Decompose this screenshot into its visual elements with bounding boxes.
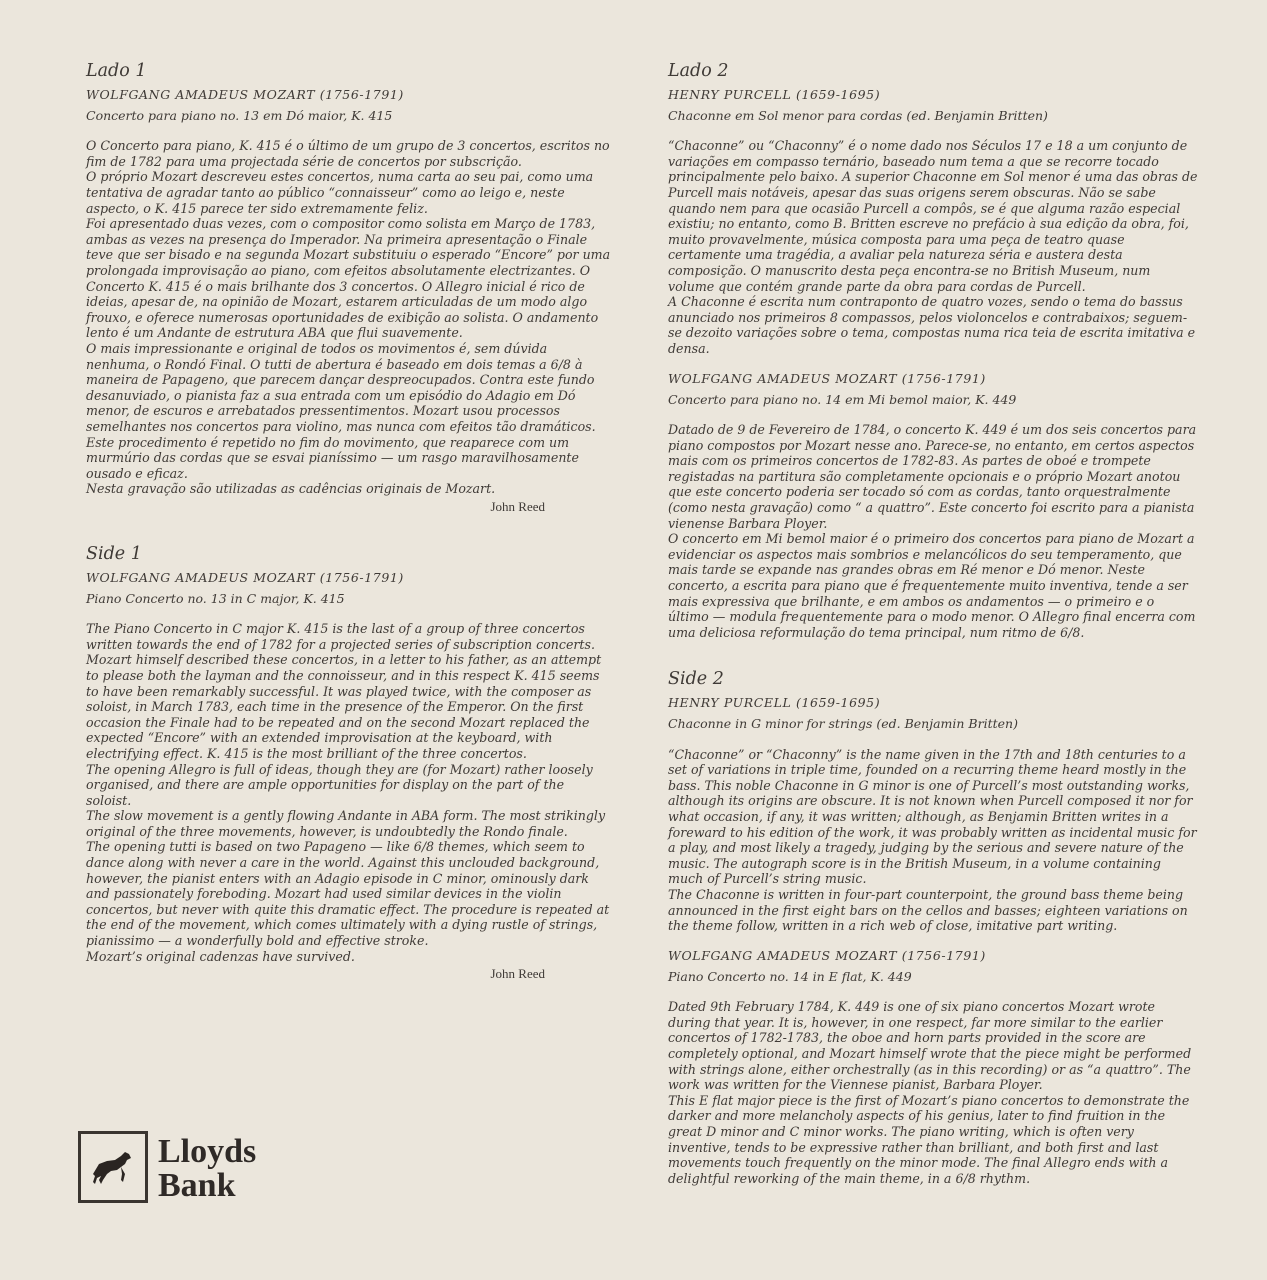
paragraph: O concerto em Mi bemol maior é o primeiro dos concertos para piano de Mozart a evidenciar os aspectos mais sombrios e melancólicos do seu temperamento, que mais tarde se expande nas grandes obras em Ré menor e Dó menor. Neste concerto, a escrita para piano que é frequentemente muito inventiva, tende a ser mais expressiva que brilhante, e em ambos os andamentos — o primeiro e o último — modula frequentemente para o modo menor. O Allegro final encerra com uma deliciosa reformulação do tema principal, num ritmo de 6/8.: [668, 531, 1196, 640]
paragraph: “Chaconne” or “Chaconny” is the name given in the 17th and 18th centuries to a set of variations in triple time, founded on a recurring theme heard mostly in the bass. This noble Chaconne in G minor is one of Purcell’s most outstanding works, although its origins are obscure. It is not known when Purcell composed it nor for what occasion, if any, it was written; although, as Benjamin Britten writes in a foreward to his edition of the work, it was probably written as incidental music for a play, and most likely a tragedy, judging by the serious and severe nature of the music. The autograph score is in the British Museum, in a volume containing much of Purcell’s string music.: [668, 746, 1197, 887]
composer-heading: WOLFGANG AMADEUS MOZART (1756-1791): [86, 86, 404, 102]
paragraph: Nesta gravação são utilizadas as cadências originais de Mozart.: [86, 481, 496, 497]
side-label: Side 1: [86, 543, 142, 564]
right-column: [668, 60, 1198, 1214]
side-label: Side 2: [668, 669, 724, 690]
side-label: Lado 1: [86, 61, 147, 81]
paragraph: The opening tutti is based on two Papageno — like 6/8 themes, which seem to dance along with never a care in the world. Against this unclouded background, however, the pianist enters with an Adagio episode in C minor, ominously dark and passionately foreboding. Mozart had used similar devices in the violin concertos, but never with quite this dramatic effect. The procedure is repeated at the end of the movement, which comes ultimately with a dying rustle of strings, pianissimo — a wonderfully bold and effective stroke.: [86, 839, 610, 949]
section-side-1: [86, 543, 611, 982]
composer-heading: WOLFGANG AMADEUS MOZART (1756-1791): [86, 569, 404, 585]
paragraph: Foi apresentado duas vezes, com o compositor como solista em Março de 1783, ambas as vezes na presença do Imperador. Na primeira apresentação o Finale teve que ser bisado e na segunda Mozart substituiu o esperado “Encore” por uma prolongada improvisação ao piano, com efeitos absolutamente electrizantes. O Concerto K. 415 é o mais brilhante dos 3 concertos. O Allegro inicial é rico de ideias, apesar de, na opinião de Mozart, estarem articuladas de um modo algo frouxo, e oferece numerosas oportunidades de exibição ao solista. O andamento lento é um Andante de estrutura ABA que flui suavemente.: [86, 216, 611, 341]
paragraph: The Chaconne is written in four-part counterpoint, the ground bass theme being announced in the first eight bars on the cellos and basses; eighteen variations on the theme follow, written in a rich web of close, imitative part writing.: [668, 886, 1188, 934]
black-horse-icon: [78, 1131, 148, 1203]
paragraph: Mozart’s original cadenzas have survived.: [86, 948, 355, 964]
paragraph: O Concerto para piano, K. 415 é o último de um grupo de 3 concertos, escritos no fim de 1782 para uma projectada série de concertos por subscrição.: [86, 138, 610, 169]
work-title: Piano Concerto no. 13 in C major, K. 415: [86, 590, 345, 606]
paragraph: The slow movement is a gently flowing Andante in ABA form. The most strikingly original of the three movements, however, is undoubtedly the Rondo finale.: [86, 808, 606, 839]
logo-line-1: Lloyds: [158, 1133, 257, 1170]
paragraph: This E flat major piece is the first of Mozart’s piano concertos to demonstrate the darker and more melancholy aspects of his genius, later to find fruition in the great D minor and C minor works. The piano writing, which is often very inventive, tends to be expressive rather than brilliant, and both first and last movements touch frequently on the minor mode. The final Allegro ends with a delightful reworking of the main theme, in a 6/8 rhythm.: [668, 1092, 1190, 1186]
logo-line-2: Bank: [158, 1167, 236, 1204]
paragraph: “Chaconne” ou “Chaconny” é o nome dado nos Séculos 17 e 18 a um conjunto de variações em compasso ternário, baseado num tema a que se recorre tocado principalmente pelo baixo. A superior Chaconne em Sol menor é uma das obras de Purcell mais notáveis, apesar das suas origens serem obscuras. Não se sabe quando nem para que ocasião Purcell a compôs, se é que alguma razão especial existiu; no entanto, como B. Britten escreve no prefácio à sua edição da obra, foi, muito provavelmente, música composta para uma peça de teatro quase certamente uma tragédia, a avaliar pela natureza séria e austera desta composição. O manuscrito desta peça encontra-se no British Museum, num volume que contém grande parte da obra para cordas de Purcell.: [668, 138, 1198, 294]
section-mozart-en: [668, 948, 1198, 1187]
lloyds-bank-logo: [78, 1131, 268, 1211]
logo-wordmark: [158, 1135, 256, 1203]
composer-heading: HENRY PURCELL (1659-1695): [668, 695, 881, 711]
section-lado-2: [668, 60, 1198, 357]
side-label: Lado 2: [668, 61, 729, 81]
paragraph: A Chaconne é escrita num contraponto de quatro vozes, sendo o tema do bassus anunciado nos primeiros 8 compassos, pelos violoncelos e contrabaixos; seguem-se dezoito variações sobre o tema, compostas numa rica teia de escrita imitativa e densa.: [668, 294, 1196, 356]
composer-heading: WOLFGANG AMADEUS MOZART (1756-1791): [668, 370, 986, 386]
section-side-2: [668, 668, 1198, 933]
work-title: Chaconne in G minor for strings (ed. Benjamin Britten): [668, 716, 1018, 732]
paragraph: O próprio Mozart descreveu estes concertos, numa carta ao seu pai, como uma tentativa de agradar tanto ao público “connaisseur” como ao leigo e, neste aspecto, o K. 415 parece ter sido extremamente feliz.: [86, 169, 594, 216]
work-title: Chaconne em Sol menor para cordas (ed. Benjamin Britten): [668, 108, 1048, 123]
work-title: Concerto para piano no. 14 em Mi bemol maior, K. 449: [668, 391, 1017, 407]
composer-heading: HENRY PURCELL (1659-1695): [668, 86, 881, 102]
signature: John Reed: [490, 498, 545, 514]
composer-heading: WOLFGANG AMADEUS MOZART (1756-1791): [668, 947, 986, 963]
paragraph: Datado de 9 de Fevereiro de 1784, o concerto K. 449 é um dos seis concertos para piano compostos por Mozart nesse ano. Parece-se, no entanto, em certos aspectos mais com os primeiros concertos de 1782-83. As partes de oboé e trompete registadas na partitura são completamente opcionais e o próprio Mozart anotou que este concerto poderia ser tocado só com as cordas, tanto orquestralmente (como nesta gravação) como “ a quattro”. Este concerto foi escrito para a pianista vienense Barbara Ployer.: [668, 422, 1197, 531]
section-mozart-pt: [668, 371, 1198, 641]
paragraph: O mais impressionante e original de todos os movimentos é, sem dúvida nenhuma, o Rondó Final. O tutti de abertura é baseado em dois temas a 6/8 à maneira de Papageno, que parecem dançar despreocupados. Contra este fundo desanuviado, o pianista faz a sua entrada com um episódio do Adagio em Dó menor, de escuros e arrebatados pressentimentos. Mozart usou processos semelhantes nos concertos para violino, mas nunca com efeitos tão dramáticos. Este procedimento é repetido no fim do movimento, que reaparece com um murmúrio das cordas que se esvai pianíssimo — um rasgo maravilhosamente ousado e eficaz.: [86, 340, 596, 481]
work-title: Concerto para piano no. 13 em Dó maior, K. 415: [86, 108, 393, 123]
section-lado-1: [86, 60, 611, 515]
paragraph: The opening Allegro is full of ideas, though they are (for Mozart) rather loosely organised, and there are ample opportunities for display on the part of the soloist.: [86, 761, 593, 808]
left-column: [86, 60, 611, 1010]
paragraph: Dated 9th February 1784, K. 449 is one of six piano concertos Mozart wrote during that year. It is, however, in one respect, far more similar to the earlier concertos of 1782-1783, the oboe and horn parts provided in the score are completely optional, and Mozart himself wrote that the piece might be performed with strings alone, either orchestrally (as in this recording) or as “a quattro”. The work was written for the Viennese pianist, Barbara Ployer.: [668, 999, 1192, 1093]
paragraph: The Piano Concerto in C major K. 415 is the last of a group of three concertos written towards the end of 1782 for a projected series of subscription concerts. Mozart himself described these concertos, in a letter to his father, as an attempt to please both the layman and the connoisseur, and in this respect K. 415 seems to have been remarkably successful. It was played twice, with the composer as soloist, in March 1783, each time in the presence of the Emperor. On the first occasion the Finale had to be repeated and on the second Mozart replaced the expected “Encore” with an extended improvisation at the keyboard, with electrifying effect. K. 415 is the most brilliant of the three concertos.: [86, 621, 602, 761]
signature: John Reed: [490, 966, 545, 982]
work-title: Piano Concerto no. 14 in E flat, K. 449: [668, 969, 912, 984]
